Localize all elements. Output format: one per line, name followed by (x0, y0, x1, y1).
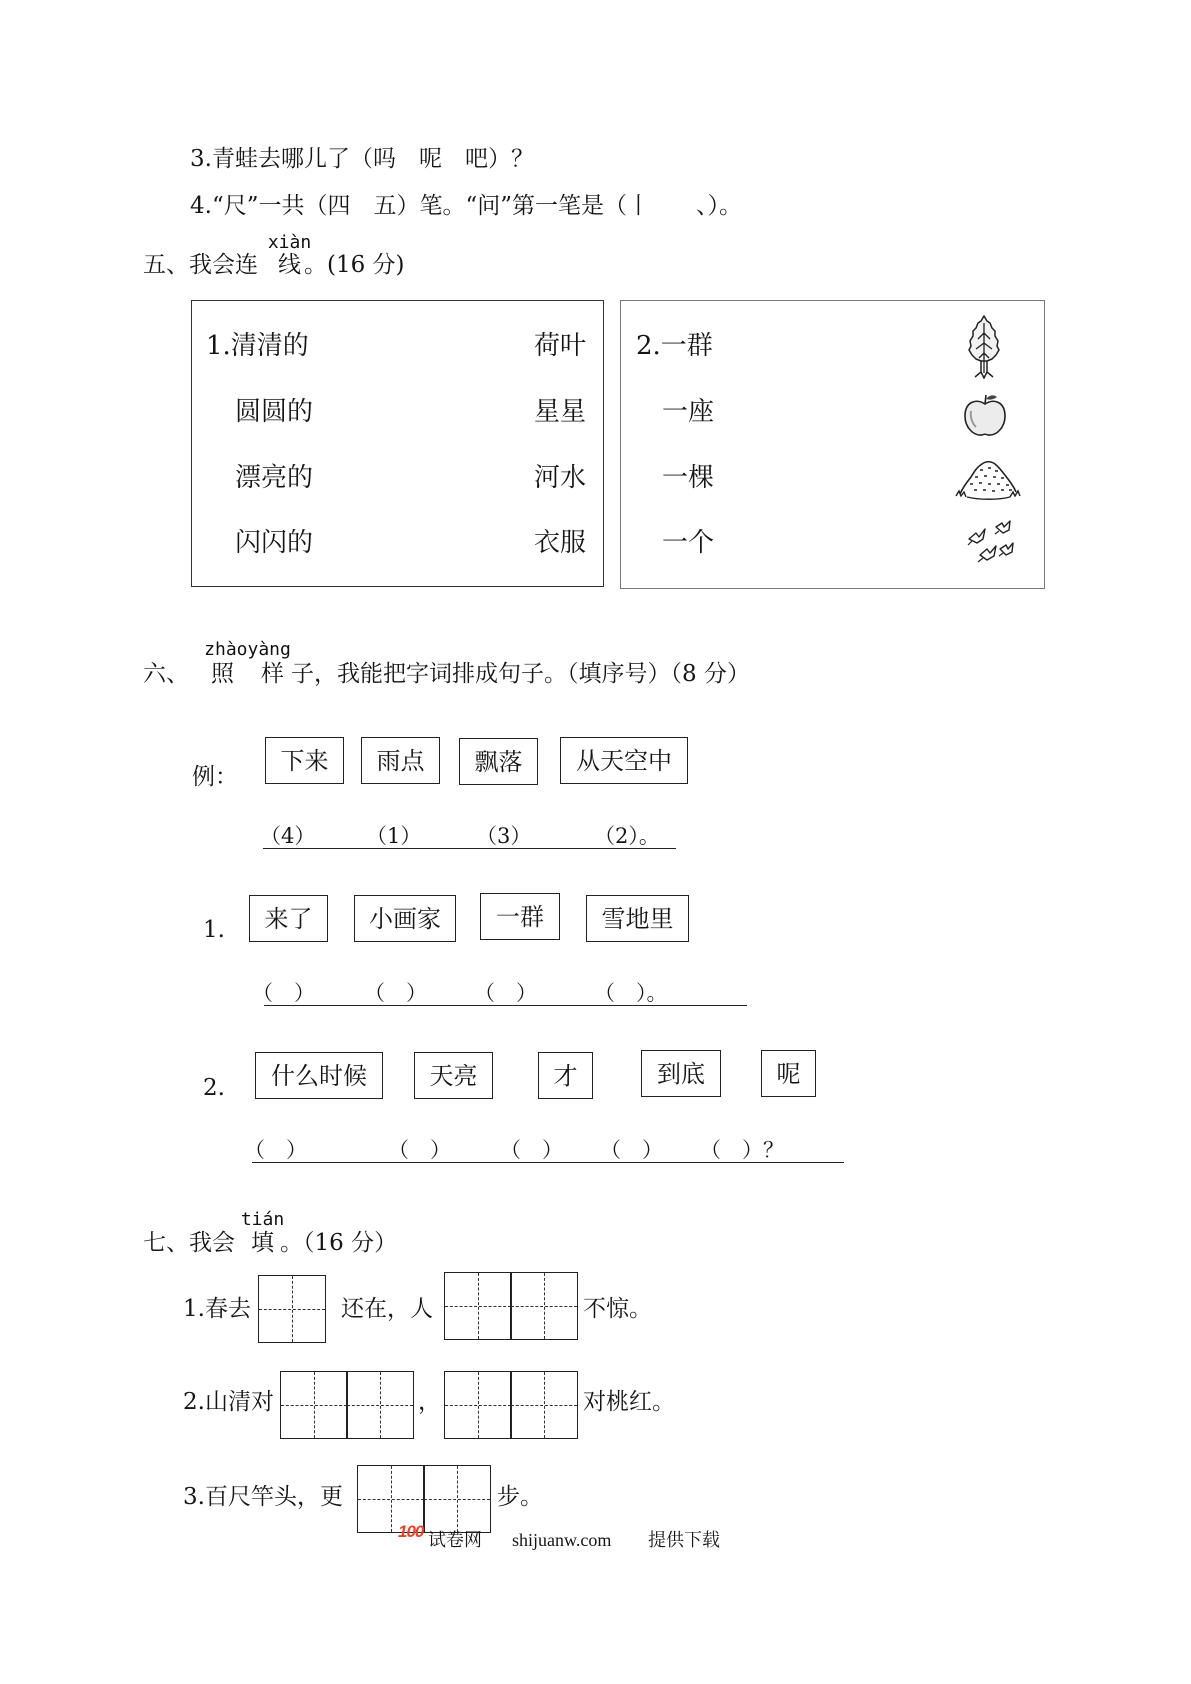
heading-prefix: 六、 (143, 661, 189, 687)
tianzige-grid (444, 1371, 578, 1439)
pinyin-annotated-chars (204, 639, 291, 687)
right-item: 星星 (534, 397, 587, 427)
tree-icon (967, 315, 1001, 379)
fill-text: ， (418, 1389, 441, 1415)
pinyin-annotated-char (267, 232, 312, 278)
annotated-char: 样 (261, 661, 284, 687)
matching-box-measure-words (620, 300, 1045, 589)
pinyin-annotated-char (240, 1209, 285, 1256)
measure-word-item: 一个 (662, 528, 715, 558)
fill-text: 2.山清对 (183, 1389, 274, 1415)
tianzige-cell (510, 1371, 578, 1439)
measure-word-item: 2.一群 (636, 331, 713, 361)
word-card: 小画家 (354, 895, 456, 942)
heading-suffix: 子，我能把字词排成句子。（填序号）（8 分） (291, 661, 750, 687)
right-item: 荷叶 (534, 331, 587, 361)
answer-number: （1） (366, 824, 422, 848)
fill-text: 不惊。 (583, 1296, 652, 1322)
tianzige-grid (357, 1465, 491, 1533)
heading-suffix: 。(16 分) (304, 252, 405, 278)
answer-underline (263, 848, 676, 849)
measure-word-item: 一座 (662, 397, 715, 427)
footer-site-name: 试卷网 (428, 1530, 482, 1550)
answer-blank: （ ）。 (594, 981, 668, 1005)
footer-note: 提供下载 (648, 1530, 720, 1550)
pinyin: tián (240, 1209, 285, 1230)
answer-blank: （ ）？ (700, 1138, 784, 1162)
tianzige-cell (510, 1272, 578, 1340)
measure-word-item: 一棵 (662, 463, 715, 493)
question-3: 3.青蛙去哪儿了（吗 呢 吧）？ (190, 146, 534, 172)
left-item: 圆圆的 (235, 397, 314, 427)
right-item: 河水 (534, 463, 587, 493)
section-6-heading (143, 639, 750, 687)
annotated-char: 照 (211, 661, 234, 687)
word-card: 雪地里 (586, 895, 689, 942)
item-label: 1. (203, 917, 225, 943)
pinyin: xiàn (267, 232, 312, 253)
answer-number: （2）。 (594, 824, 660, 848)
tianzige-cell (423, 1465, 491, 1533)
heading-suffix: 。（16 分） (280, 1230, 398, 1256)
question-4: 4.“尺”一共（四 五）笔。“问”第一笔是（丨 、）。 (190, 193, 742, 219)
section-5-heading (143, 232, 405, 278)
left-item: 漂亮的 (235, 463, 314, 493)
word-card: 飘落 (459, 738, 538, 785)
word-card: 从天空中 (560, 737, 688, 784)
word-card: 到底 (641, 1050, 721, 1097)
tianzige-grid (444, 1272, 578, 1340)
example-label: 例： (192, 764, 238, 790)
annotated-char: 填 (251, 1230, 274, 1256)
word-card: 雨点 (361, 737, 440, 784)
word-card: 呢 (761, 1050, 816, 1097)
answer-underline (264, 1005, 747, 1006)
word-card: 什么时候 (255, 1052, 383, 1099)
word-card: 天亮 (414, 1052, 493, 1099)
answer-blank: （ ） (364, 981, 427, 1005)
answer-number: （3） (476, 824, 532, 848)
answer-underline (252, 1162, 844, 1163)
site-logo: 100 (398, 1522, 424, 1541)
fill-text: 还在，人 (341, 1296, 433, 1322)
matching-box-adjectives (191, 300, 604, 587)
right-item: 衣服 (534, 528, 587, 558)
birds-icon (966, 519, 1016, 569)
answer-number: （4） (260, 824, 316, 848)
answer-blank: （ ） (388, 1138, 451, 1162)
fill-text: 3.百尺竿头，更 (183, 1484, 343, 1510)
tianzige-cell (280, 1371, 348, 1439)
fill-text: 1.春去 (183, 1296, 251, 1322)
tianzige-cell (258, 1275, 326, 1343)
pinyin: zhàoyàng (204, 639, 291, 660)
word-card: 来了 (249, 895, 328, 942)
answer-blank: （ ） (600, 1138, 663, 1162)
left-item: 1.清清的 (206, 331, 309, 361)
heading-prefix: 五、我会连 (143, 252, 258, 278)
answer-blank: （ ） (500, 1138, 563, 1162)
fill-text: 步。 (497, 1484, 543, 1510)
word-card: 才 (538, 1052, 593, 1099)
tianzige-cell (346, 1371, 414, 1439)
tianzige-grid (258, 1275, 326, 1343)
answer-blank: （ ） (252, 981, 315, 1005)
annotated-char: 线 (278, 252, 301, 278)
footer-url: shijuanw.com (512, 1530, 612, 1550)
answer-blank: （ ） (244, 1138, 307, 1162)
word-card: 一群 (480, 893, 560, 940)
item-label: 2. (203, 1075, 225, 1101)
fill-text: 对桃红。 (583, 1389, 675, 1415)
section-7-heading (143, 1209, 398, 1256)
answer-blank: （ ） (474, 981, 537, 1005)
tianzige-cell (444, 1371, 512, 1439)
word-card: 下来 (265, 737, 344, 784)
left-item: 闪闪的 (235, 528, 314, 558)
hill-icon (954, 456, 1022, 502)
tianzige-grid (280, 1371, 414, 1439)
heading-prefix: 七、我会 (143, 1230, 235, 1256)
apple-icon (962, 393, 1008, 437)
tianzige-cell (444, 1272, 512, 1340)
